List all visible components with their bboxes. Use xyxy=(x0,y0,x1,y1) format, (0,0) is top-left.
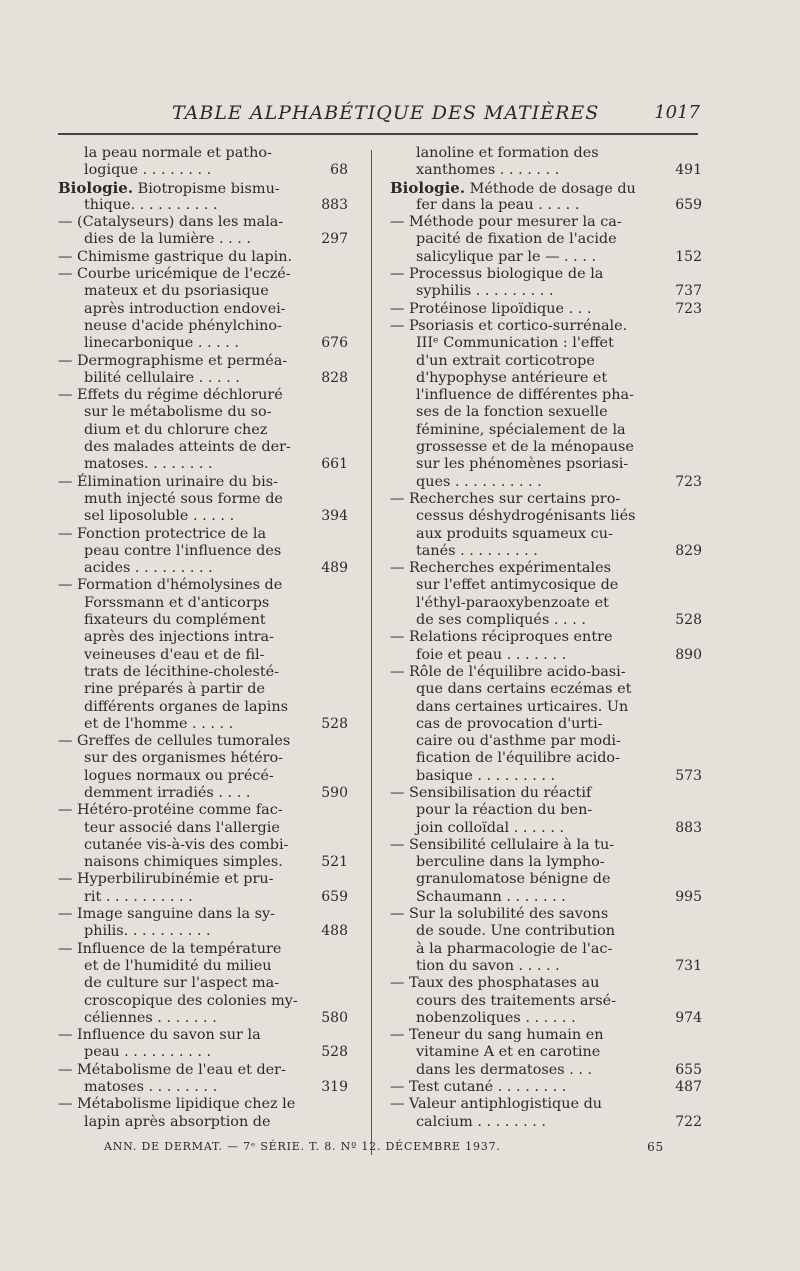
index-entry xyxy=(390,1096,702,1131)
column-divider xyxy=(371,150,372,1155)
entry-line: logues normaux ou précé- xyxy=(84,767,274,784)
entry-line: fer dans la peau . . . . . xyxy=(416,196,580,213)
entry-line: pacité de fixation de l'acide xyxy=(416,231,617,248)
entry-heading: Biologie. xyxy=(390,178,466,197)
entry-line: l'éthyl-paraoxybenzoate et xyxy=(416,594,609,611)
entry-page-number: 521 xyxy=(321,854,348,871)
entry-line: vitamine A et en carotine xyxy=(416,1044,601,1061)
entry-line: thique. . . . . . . . . . xyxy=(84,196,218,213)
signature-mark: 65 xyxy=(647,1140,664,1154)
entry-page-number: 676 xyxy=(321,335,348,352)
entry-page-number: 661 xyxy=(321,456,348,473)
entry-line: bilité cellulaire . . . . . xyxy=(84,369,240,386)
index-entry xyxy=(58,387,348,473)
entry-text: Méthode de dosage du xyxy=(465,180,636,197)
entry-page-number: 995 xyxy=(675,888,702,905)
entry-line: neuse d'acide phénylchino- xyxy=(84,317,282,334)
index-entry xyxy=(58,145,348,180)
entry-page-number: 68 xyxy=(330,162,348,179)
entry-line: et de l'homme . . . . . xyxy=(84,715,234,732)
entry-line: matoses. . . . . . . . xyxy=(84,456,213,473)
entry-line: ques . . . . . . . . . . xyxy=(416,473,542,490)
entry-page-number: 883 xyxy=(321,196,348,213)
index-entry xyxy=(58,871,348,906)
entry-page-number: 829 xyxy=(675,542,702,559)
entry-line: — Teneur du sang humain en xyxy=(390,1027,604,1044)
index-entry xyxy=(58,180,348,215)
entry-line: — Élimination urinaire du bis- xyxy=(58,473,278,490)
index-entry xyxy=(390,214,702,266)
entry-line: lapin après absorption de xyxy=(84,1113,271,1130)
entry-line: linecarbonique . . . . . xyxy=(84,335,239,352)
left-column xyxy=(58,145,348,1131)
entry-line: basique . . . . . . . . . xyxy=(416,767,556,784)
entry-page-number: 487 xyxy=(675,1079,702,1096)
entry-page-number: 722 xyxy=(675,1113,702,1130)
entry-line: d'un extrait corticotrope xyxy=(416,352,595,369)
entry-line: — (Catalyseurs) dans les mala- xyxy=(58,214,284,231)
entry-line: la peau normale et patho- xyxy=(84,145,272,161)
entry-line: cours des traitements arsé- xyxy=(416,992,617,1009)
entry-page-number: 883 xyxy=(675,819,702,836)
entry-line: que dans certains eczémas et xyxy=(416,681,632,698)
entry-line: lanoline et formation des xyxy=(416,145,599,161)
entry-line: — Effets du régime déchloruré xyxy=(58,387,283,404)
entry-line: Forssmann et d'anticorps xyxy=(84,594,270,611)
index-entry xyxy=(390,784,702,837)
running-header xyxy=(60,98,700,128)
entry-page-number: 723 xyxy=(675,300,702,317)
index-entry xyxy=(390,629,702,664)
entry-line: dans certaines urticaires. Un xyxy=(416,698,629,715)
entry-line: — Image sanguine dans la sy- xyxy=(58,906,276,923)
entry-line: veineuses d'eau et de fil- xyxy=(84,646,265,663)
index-entry xyxy=(58,802,348,871)
entry-line: croscopique des colonies my- xyxy=(84,992,298,1009)
entry-page-number: 319 xyxy=(321,1079,348,1096)
index-entry xyxy=(390,560,702,629)
page-number: 1017 xyxy=(654,102,700,123)
entry-line: — Hyperbilirubinémie et pru- xyxy=(58,871,274,888)
entry-line: — Rôle de l'équilibre acido-basi- xyxy=(390,663,626,680)
entry-line: — Hétéro-protéine comme fac- xyxy=(58,802,283,819)
entry-line: — Formation d'hémolysines de xyxy=(58,577,283,594)
entry-line: tion du savon . . . . . xyxy=(416,957,560,974)
entry-line: rit . . . . . . . . . . xyxy=(84,888,193,905)
entry-line: fication de l'équilibre acido- xyxy=(416,750,620,767)
entry-page-number: 528 xyxy=(321,1044,348,1061)
entry-line: sel liposoluble . . . . . xyxy=(84,508,235,525)
entry-line: IIIᵉ Communication : l'effet xyxy=(416,335,614,352)
entry-line: à la pharmacologie de l'ac- xyxy=(416,940,613,957)
entry-page-number: 655 xyxy=(675,1061,702,1078)
entry-text: Biotropisme bismu- xyxy=(133,180,280,197)
entry-page-number: 723 xyxy=(675,473,702,490)
index-entry xyxy=(390,663,702,785)
index-entry xyxy=(390,266,702,301)
entry-line: — Sensibilité cellulaire à la tu- xyxy=(390,836,615,853)
entry-heading: Biologie. xyxy=(58,178,134,197)
entry-page-number: 590 xyxy=(321,784,348,801)
entry-page-number: 890 xyxy=(675,646,702,663)
entry-line: trats de lécithine-cholesté- xyxy=(84,663,280,680)
index-entry xyxy=(58,733,348,802)
entry-line: matoses . . . . . . . . xyxy=(84,1079,218,1096)
entry-page-number: 488 xyxy=(321,923,348,940)
entry-line: sur les phénomènes psoriasi- xyxy=(416,456,629,473)
entry-line: syphilis . . . . . . . . . xyxy=(416,283,554,300)
entry-line: xanthomes . . . . . . . xyxy=(416,162,560,179)
entry-line: demment irradiés . . . . xyxy=(84,784,251,801)
entry-line: de ses compliqués . . . . xyxy=(416,612,586,629)
entry-line: après introduction endovei- xyxy=(84,300,286,317)
entry-page-number: 528 xyxy=(675,612,702,629)
entry-line: — Relations réciproques entre xyxy=(390,629,613,646)
entry-line: join colloïdal . . . . . . xyxy=(416,819,565,836)
entry-line: ses de la fonction sexuelle xyxy=(416,404,608,421)
entry-line: — Influence de la température xyxy=(58,940,282,957)
entry-line: — Taux des phosphatases au xyxy=(390,975,600,992)
entry-line: — Psoriasis et cortico-surrénale. xyxy=(390,317,628,334)
entry-page-number: 974 xyxy=(675,1009,702,1026)
entry-line: granulomatose bénigne de xyxy=(416,871,611,888)
index-entry xyxy=(58,1096,348,1131)
entry-line: pour la réaction du ben- xyxy=(416,802,593,819)
entry-line: sur le métabolisme du so- xyxy=(84,404,272,421)
entry-line: grossesse et de la ménopause xyxy=(416,439,634,456)
entry-line: fixateurs du complément xyxy=(84,612,266,629)
entry-line: aux produits squameux cu- xyxy=(416,525,613,542)
entry-page-number: 491 xyxy=(675,162,702,179)
right-column xyxy=(390,145,702,1131)
entry-line: — Sensibilisation du réactif xyxy=(390,784,592,801)
entry-line: d'hypophyse antérieure et xyxy=(416,369,608,386)
entry-line: philis. . . . . . . . . . xyxy=(84,923,211,940)
header-rule xyxy=(58,133,698,135)
entry-line: — Processus biologique de la xyxy=(390,266,604,283)
entry-line: et de l'humidité du milieu xyxy=(84,957,272,974)
entry-line: dium et du chlorure chez xyxy=(84,421,268,438)
entry-line: des malades atteints de der- xyxy=(84,439,291,456)
entry-line xyxy=(390,180,686,197)
entry-line: céliennes . . . . . . . xyxy=(84,1009,217,1026)
entry-line: — Recherches expérimentales xyxy=(390,560,611,577)
entry-line: — Métabolisme lipidique chez le xyxy=(58,1096,296,1113)
index-entry xyxy=(390,317,702,491)
index-entry xyxy=(58,577,348,733)
index-entry xyxy=(58,906,348,941)
entry-line: salicylique par le — . . . . xyxy=(416,248,597,265)
running-title: TABLE ALPHABÉTIQUE DES MATIÈRES xyxy=(172,102,600,124)
entry-page-number: 489 xyxy=(321,560,348,577)
entry-line: tanés . . . . . . . . . xyxy=(416,542,538,559)
entry-line: sur l'effet antimycosique de xyxy=(416,577,619,594)
entry-page-number: 528 xyxy=(321,715,348,732)
entry-line: peau . . . . . . . . . . xyxy=(84,1044,212,1061)
index-entry xyxy=(390,145,702,180)
entry-line: caire ou d'asthme par modi- xyxy=(416,733,621,750)
entry-line xyxy=(58,180,348,197)
entry-page-number: 828 xyxy=(321,369,348,386)
footer xyxy=(104,1140,664,1160)
entry-line: — Métabolisme de l'eau et der- xyxy=(58,1061,286,1078)
index-entry xyxy=(390,1079,702,1096)
entry-line: calcium . . . . . . . . xyxy=(416,1113,547,1130)
entry-line: — Sur la solubilité des savons xyxy=(390,906,609,923)
entry-line: — Valeur antiphlogistique du xyxy=(390,1096,603,1113)
entry-line: cas de provocation d'urti- xyxy=(416,715,603,732)
index-entry xyxy=(390,490,702,560)
index-entry xyxy=(58,474,348,526)
entry-line: acides . . . . . . . . . xyxy=(84,560,213,577)
index-entry xyxy=(58,214,348,249)
entry-line: dans les dermatoses . . . xyxy=(416,1061,593,1078)
entry-page-number: 580 xyxy=(321,1009,348,1026)
entry-line: l'influence de différentes pha- xyxy=(416,387,634,404)
entry-line: sur des organismes hétéro- xyxy=(84,750,283,767)
entry-line: — Chimisme gastrique du lapin. xyxy=(58,248,293,265)
index-entry xyxy=(390,1027,702,1079)
index-entry xyxy=(390,906,702,975)
entry-line: berculine dans la lympho- xyxy=(416,854,605,871)
index-entry xyxy=(58,526,348,578)
index-entry xyxy=(390,975,702,1027)
index-entry xyxy=(58,353,348,388)
entry-line: peau contre l'influence des xyxy=(84,542,282,559)
entry-line: nobenzoliques . . . . . . xyxy=(416,1009,576,1026)
index-entry xyxy=(58,1062,348,1097)
entry-line: après des injections intra- xyxy=(84,629,274,646)
entry-line: cessus déshydrogénisants liés xyxy=(416,508,636,525)
entry-line: cutanée vis-à-vis des combi- xyxy=(84,836,289,853)
index-entry xyxy=(58,249,348,266)
entry-page-number: 737 xyxy=(675,283,702,300)
index-entry xyxy=(390,178,702,215)
entry-page-number: 297 xyxy=(321,231,348,248)
entry-page-number: 731 xyxy=(675,957,702,974)
entry-page-number: 394 xyxy=(321,508,348,525)
entry-line: naisons chimiques simples. xyxy=(84,854,283,871)
entry-line: — Méthode pour mesurer la ca- xyxy=(390,214,622,231)
entry-line: — Test cutané . . . . . . . . xyxy=(390,1079,567,1096)
entry-line: — Recherches sur certains pro- xyxy=(390,490,621,507)
entry-page-number: 573 xyxy=(675,767,702,784)
journal-citation: ANN. DE DERMAT. — 7ᵉ SÉRIE. T. 8. Nº 12. DÉCEMBRE 1937. xyxy=(104,1140,501,1153)
entry-line: foie et peau . . . . . . . xyxy=(416,646,567,663)
entry-line: teur associé dans l'allergie xyxy=(84,819,280,836)
entry-line: de culture sur l'aspect ma- xyxy=(84,975,280,992)
entry-line: de soude. Une contribution xyxy=(416,923,616,940)
entry-line: dies de la lumière . . . . xyxy=(84,231,251,248)
entry-line: mateux et du psoriasique xyxy=(84,283,269,300)
index-entry xyxy=(390,836,702,906)
entry-line: muth injecté sous forme de xyxy=(84,490,283,507)
entry-line: rine préparés à partir de xyxy=(84,681,265,698)
entry-line: — Dermographisme et perméa- xyxy=(58,352,288,369)
entry-line: — Fonction protectrice de la xyxy=(58,525,267,542)
entry-page-number: 152 xyxy=(675,248,702,265)
entry-page-number: 659 xyxy=(675,196,702,213)
index-entry xyxy=(58,266,348,352)
entry-line: — Courbe uricémique de l'eczé- xyxy=(58,266,291,283)
index-entry xyxy=(58,941,348,1027)
entry-line: différents organes de lapins xyxy=(84,698,288,715)
index-entry xyxy=(390,300,702,318)
entry-line: — Greffes de cellules tumorales xyxy=(58,733,291,750)
index-entry xyxy=(58,1027,348,1062)
entry-line: féminine, spécialement de la xyxy=(416,421,626,438)
entry-line: — Influence du savon sur la xyxy=(58,1027,261,1044)
entry-line: logique . . . . . . . . xyxy=(84,162,212,179)
entry-page-number: 659 xyxy=(321,888,348,905)
entry-line: — Protéinose lipoïdique . . . xyxy=(390,300,592,317)
entry-line: Schaumann . . . . . . . xyxy=(416,888,566,905)
